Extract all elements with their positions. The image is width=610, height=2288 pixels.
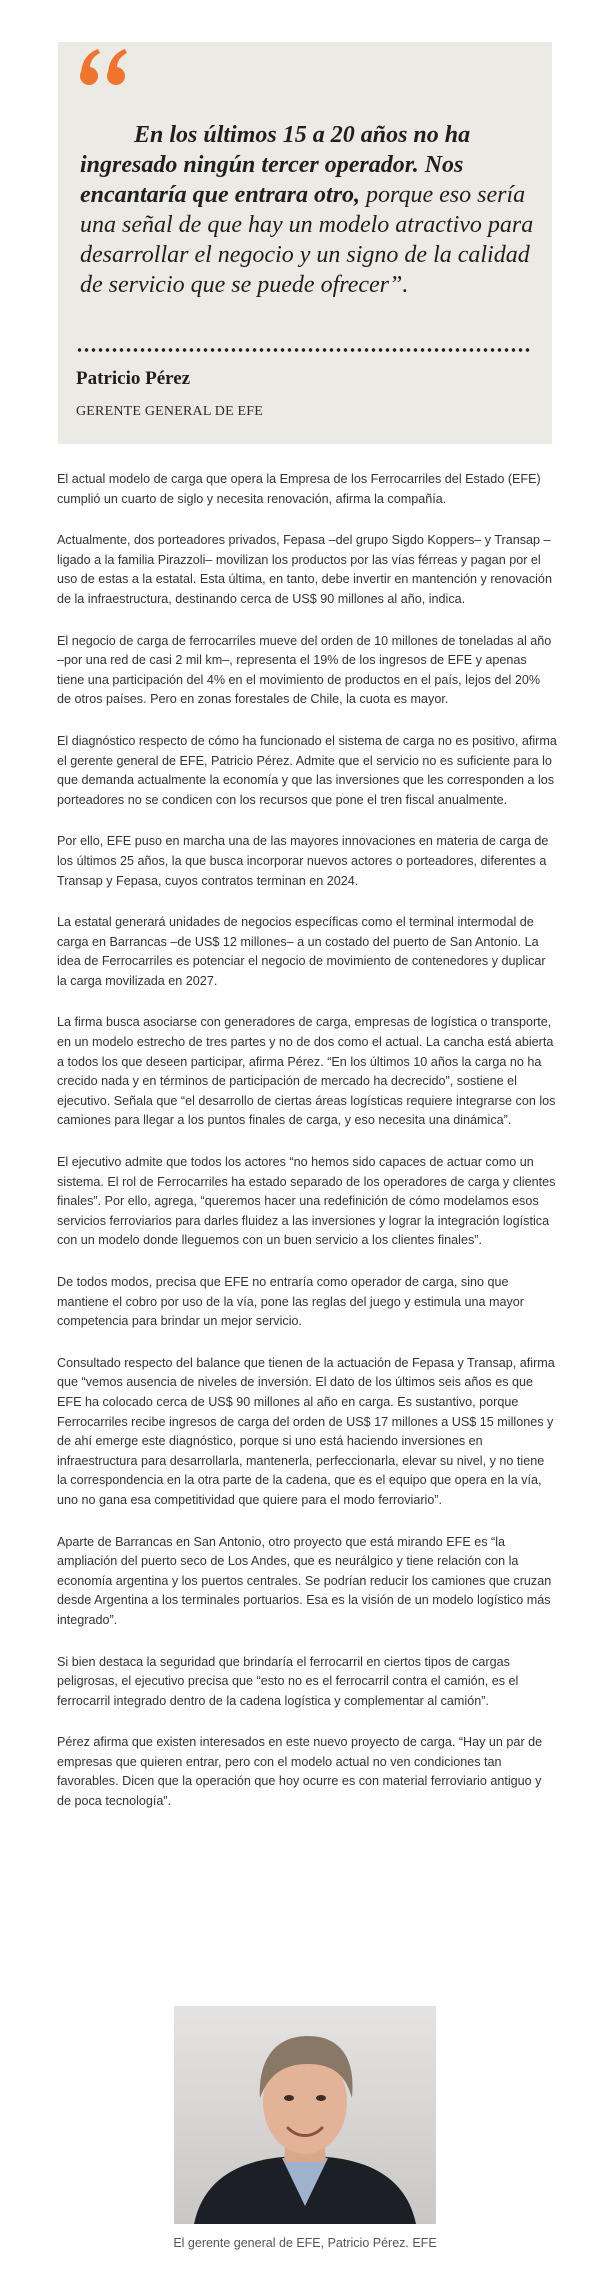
dotted-divider <box>76 348 532 352</box>
quote-mark-icon <box>74 36 134 96</box>
pull-quote <box>58 42 552 444</box>
article-paragraph: El negocio de carga de ferrocarriles mueve del orden de 10 millones de toneladas al año –por una red de casi 2 mil km–, representa el 19% de los ingresos de EFE y apenas tiene una participación del 4% en el movimiento de productos en el país, lejos del 20% de otros países. Pero en zonas forestales de Chile, la cuota es mayor. <box>57 633 552 707</box>
article-paragraph: El ejecutivo admite que todos los actores “no hemos sido capaces de actuar como un sistema. El rol de Ferrocarriles ha estado separado de los operadores de carga y clientes finales”. Por ello, agrega, “queremos hacer una redefinición de cómo modelamos esos servicios ferroviarios para darles fluidez a las inversiones y lograr la integración logística con un modelo donde lleguemos con un buen servicio a los clientes finales”. <box>57 1155 556 1248</box>
quote-author-role: GERENTE GENERAL DE EFE <box>76 404 264 419</box>
photo-caption: El gerente general de EFE, Patricio Pérez. EFE <box>173 2236 437 2250</box>
article-paragraph: De todos modos, precisa que EFE no entraría como operador de carga, sino que mantiene el cobro por uso de la vía, pone las reglas del juego y estimula una mayor competencia para brindar un mejor servicio. <box>57 1275 524 1329</box>
article-paragraph: Pérez afirma que existen interesados en este nuevo proyecto de carga. “Hay un par de empresas que quieren entrar, pero con el modelo actual no ven condiciones tan favorables. Dicen que la operación que hoy ocurre es con material ferroviario antiguo y de poca tecnología”. <box>57 1735 543 1809</box>
article-paragraph: Consultado respecto del balance que tienen de la actuación de Fepasa y Transap, afirma que “vemos ausencia de niveles de inversión. El dato de los últimos seis años es que EFE ha colocado cerca de US$ 90 millones al año en carga. Es sustantivo, porque Ferrocarriles recibe ingresos de carga del orden de US$ 17 millones a US$ 15 millones y de ahí emerge este diagnóstico, porque si uno está haciendo inversiones en infraestructura para desarrollarla, mantenerla, perfeccionarla, elevar su nivel, y no tiene la correspondencia en la otra parte de la cadena, que es el equipo que opera en la vía, uno no gana esa competitividad que quiere para el modo ferroviario”. <box>57 1355 555 1507</box>
article-body <box>57 470 557 1834</box>
quote-regular-text: porque eso sería una señal de que hay un modelo atractivo para desarrollar el negocio y un signo de la calidad de servicio que se puede ofrecer”. <box>80 182 534 298</box>
article-paragraph: Aparte de Barrancas en San Antonio, otro proyecto que está mirando EFE es “la ampliación del puerto seco de Los Andes, que es neurálgico y tiene relación con la economía argentina y los puertos centrales. Se podrían reducir los camiones que cruzan desde Argentina a los terminales portuarios. Esa es la visión de un modelo logístico más integrado”. <box>57 1534 552 1627</box>
quote-text <box>80 120 536 300</box>
article-paragraph: Por ello, EFE puso en marcha una de las mayores innovaciones en materia de carga de los últimos 25 años, la que busca incorporar nuevos actores o porteadores, diferentes a Transap y Fepasa, cuyos contratos terminan en 2024. <box>57 834 549 888</box>
portrait-illustration <box>174 2006 436 2224</box>
portrait-photo <box>174 2006 436 2224</box>
article-paragraph: La estatal generará unidades de negocios específicas como el terminal intermodal de carga en Barrancas –de US$ 12 millones– a un costado del puerto de San Antonio. La idea de Ferrocarriles es potenciar el negocio de movimiento de contenedores y duplicar la carga movilizada en 2027. <box>57 915 546 988</box>
article-paragraph: El diagnóstico respecto de cómo ha funcionado el sistema de carga no es positivo, afirma el gerente general de EFE, Patricio Pérez. Admite que el servicio no es suficiente para lo que demanda actualmente la economía y que las inversiones que les corresponden a los porteadores no se condicen con los recursos que pone el tren fiscal anualmente. <box>57 733 557 807</box>
article-paragraph: Actualmente, dos porteadores privados, Fepasa –del grupo Sigdo Koppers– y Transap –ligado a la familia Pirazzoli– movilizan los productos por las vías férreas y pagan por el uso de estas a la estatal. Esta última, en tanto, debe invertir en mantención y renovación de la infraestructura, destinando cerca de US$ 90 millones al año, indica. <box>57 533 552 606</box>
article-paragraph: El actual modelo de carga que opera la Empresa de los Ferrocarriles del Estado (EFE) cumplió un cuarto de siglo y necesita renovación, afirma la compañía. <box>57 472 541 506</box>
article-paragraph: La firma busca asociarse con generadores de carga, empresas de logística o transporte, en un modelo estrecho de tres partes y no de dos como el actual. La cancha está abierta a todos los que deseen participar, afirma Pérez. “En los últimos 10 años la carga no ha crecido nada y en términos de participación de mercado ha decrecido”, sostiene el ejecutivo. Señala que “el desarrollo de ciertas áreas logísticas requiere integrarse con los camiones para llegar a los puntos finales de carga, y eso necesita una dinámica”. <box>57 1015 556 1128</box>
quote-bold-text: En los últimos 15 a 20 años no ha ingresado ningún tercer operador. Nos encantaría que entrara otro, <box>80 122 471 208</box>
article-paragraph: Si bien destaca la seguridad que brindaría el ferrocarril en ciertos tipos de cargas peligrosas, el ejecutivo precisa que “esto no es el ferrocarril contra el camión, es el ferrocarril integrado dentro de la cadena logística y complementar al camión”. <box>57 1654 519 1708</box>
quote-author-name: Patricio Pérez <box>76 368 191 389</box>
